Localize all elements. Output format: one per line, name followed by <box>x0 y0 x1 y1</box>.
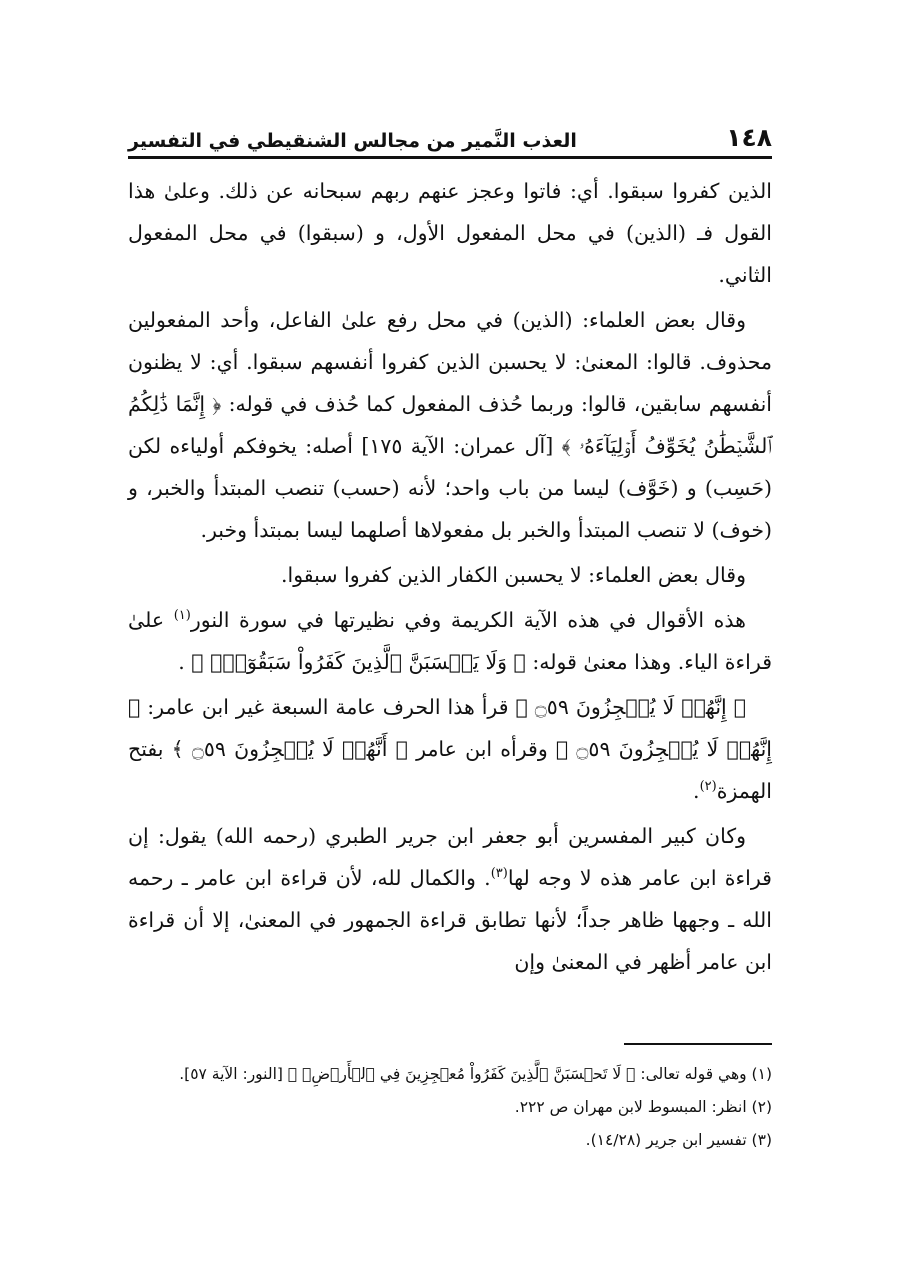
paragraph-6 <box>128 815 772 983</box>
footnote-1: (١) وهي قوله تعالى: ﴿ لَا تَحۡسَبَنَّ ٱلَّذِينَ كَفَرُواْ مُعۡجِزِينَ فِي ٱلۡأَرۡضِۚ ﴾ [النور: الآية ٥٧]. <box>179 1065 772 1083</box>
header-divider <box>128 156 772 159</box>
footnote-ref-1: (١) <box>173 608 191 624</box>
footnote-ref-2: (٢) <box>699 779 717 795</box>
paragraph-5 <box>128 686 772 812</box>
footnote-2: (٢) انظر: المبسوط لابن مهران ص ٢٢٢. <box>514 1098 772 1116</box>
paragraph-1: الذين كفروا سبقوا. أي: فاتوا وعجز عنهم ربهم سبحانه عن ذلك. وعلىٰ هذا القول فـ (الذين) في محل المفعول الأول، و (سبقوا) في محل المفعول الثاني. <box>128 179 772 287</box>
footnote-divider <box>624 1043 772 1045</box>
paragraph-6-text-a: وكان كبير المفسرين أبو جعفر ابن جرير الطبري (رحمه الله) يقول: إن قراءة ابن عامر هذه لا وجه لها <box>128 824 772 890</box>
paragraph-5-text-b: . <box>693 779 700 803</box>
footnote-3: (٣) تفسير ابن جرير (١٤/٢٨). <box>585 1131 772 1149</box>
page-body <box>128 170 772 986</box>
paragraph-4-text-a: هذه الأقوال في هذه الآية الكريمة وفي نظيرتها في سورة النور <box>190 608 746 632</box>
page-number: ١٤٨ <box>726 123 772 152</box>
footnote-ref-3: (٣) <box>490 866 508 882</box>
paragraph-3: وقال بعض العلماء: لا يحسبن الكفار الذين كفروا سبقوا. <box>280 563 746 587</box>
footnotes <box>128 1058 772 1157</box>
paragraph-6-text-b: . والكمال لله، لأن قراءة ابن عامر ـ رحمه الله ـ وجهها ظاهر جداً؛ لأنها تطابق قراءة الجمهور في المعنىٰ، إلا أن قراءة ابن عامر أظهر في المعنىٰ وإن <box>128 866 772 974</box>
page-header <box>128 110 772 152</box>
paragraph-4 <box>128 599 772 683</box>
running-title: العذب النَّمير من مجالس الشنقيطي في التفسير <box>128 130 577 152</box>
paragraph-4-text-b: علىٰ قراءة الياء. وهذا معنىٰ قوله: ﴿ وَلَا يَحۡسَبَنَّ ٱلَّذِينَ كَفَرُواْ سَبَقُوٓاْۚ ﴾ . <box>128 608 772 674</box>
paragraph-2: وقال بعض العلماء: (الذين) في محل رفع علىٰ الفاعل، وأحد المفعولين محذوف. قالوا: المعنىٰ: لا يحسبن الذين كفروا أنفسهم سبقوا. أي: لا يظنون أنفسهم سابقين، قالوا: وربما حُذف المفعول كما حُذف في قوله: ﴿ إِنَّمَا ذَٰلِكُمُ ٱلشَّيۡطَٰنُ يُخَوِّفُ أَوۡلِيَآءَهُۥ ﴾ [آل عمران: الآية ١٧٥] أصله: يخوفكم أولياءه لكن (حَسِب) و (خَوَّف) ليسا من باب واحد؛ لأنه (حسب) تنصب المبتدأ والخبر، و (خوف) لا تنصب المبتدأ والخبر بل مفعولاها أصلهما ليسا بمبتدأ وخبر. <box>128 308 773 542</box>
paragraph-5-text-a: ﴿ إِنَّهُمۡ لَا يُعۡجِزُونَ ۝٥٩ ﴾ قرأ هذا الحرف عامة السبعة غير ابن عامر: ﴿ إِنَّهُمۡ لَا يُعۡجِزُونَ ۝٥٩ ﴾ وقرأه ابن عامر ﴿ أَنَّهُمۡ لَا يُعۡجِزُونَ ۝٥٩ ﴾ بفتح الهمزة <box>128 695 772 803</box>
